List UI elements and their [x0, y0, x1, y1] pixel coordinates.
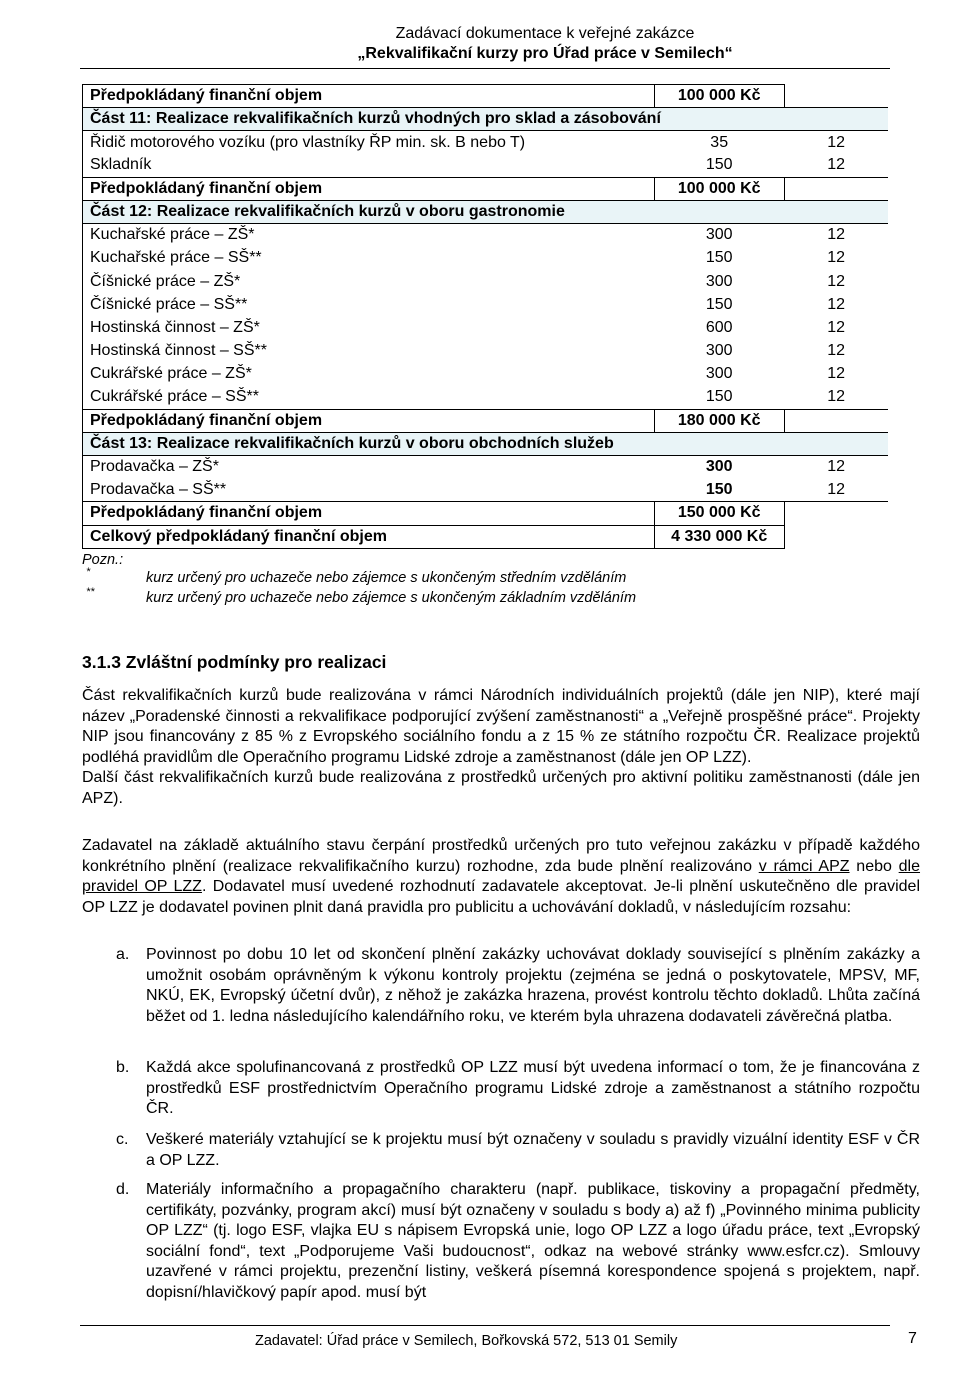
value-cell: 180 000 Kč — [654, 409, 784, 432]
notes — [82, 552, 637, 610]
header-line-2: „Rekvalifikační kurzy pro Úřad práce v Semilech“ — [357, 45, 733, 62]
value-cell: 600 — [705, 318, 733, 336]
page-header — [0, 24, 960, 64]
course-name-cell: Předpokládaný finanční objem — [83, 409, 655, 432]
table-row — [83, 293, 889, 316]
value-cell: 300 — [705, 272, 733, 290]
list-item-text: Veškeré materiály vztahující se k projektu musí být označeny v souladu s pravidly vizuální identity ESF v ČR a OP LZZ. — [146, 1131, 920, 1169]
table-row — [83, 270, 889, 293]
count-cell — [784, 409, 888, 432]
course-name-cell: Číšnické práce – ZŠ* — [83, 270, 655, 293]
course-name-cell: Celkový předpokládaný finanční objem — [83, 525, 655, 548]
course-name-cell: Řidič motorového vozíku (pro vlastníky ŘP min. sk. B nebo T) — [83, 131, 655, 154]
count-cell: 12 — [827, 249, 845, 267]
list-item-letter: b. — [116, 1059, 130, 1076]
note-1-mark: * — [86, 566, 91, 578]
count-cell: 12 — [784, 154, 888, 177]
total-row — [83, 85, 889, 108]
paragraph-2-a: Zadavatel na základě aktuálního stavu čerpání prostředků určených pro tuto veřejnou zakázku v případě každého konkrétního plnění (realizace rekvalifikačního kurzu) rozhodne, zda bude plnění realizováno — [82, 837, 920, 875]
count-cell: 12 — [784, 386, 888, 409]
course-name-cell: Číšnické práce – SŠ** — [83, 293, 655, 316]
page-number: 7 — [908, 1330, 917, 1347]
paragraph-1-text-2: Další část rekvalifikačních kurzů bude realizována z prostředků určených pro aktivní politiku zaměstnanosti (dále jen APZ). — [82, 769, 920, 807]
course-name-cell: Cukrářské práce – ZŠ* — [83, 363, 655, 386]
value-cell: 100 000 Kč — [654, 177, 784, 200]
table-row — [83, 386, 889, 409]
list-item-letter: d. — [116, 1181, 130, 1198]
course-name-cell: Hostinská činnost – ZŠ* — [83, 316, 655, 339]
op-lzz-underlined: dle pravidel OP LZZ — [82, 857, 921, 896]
section-row — [83, 432, 889, 455]
footer-text: Zadavatel: Úřad práce v Semilech, Bořkovská 572, 513 01 Semily — [255, 1333, 678, 1349]
section-row — [83, 200, 889, 223]
paragraph-2-b: nebo — [849, 857, 899, 875]
count-cell: 12 — [827, 365, 845, 383]
count-cell: 12 — [827, 133, 845, 151]
course-name-cell: Prodavačka – SŠ** — [83, 479, 655, 502]
count-cell — [784, 177, 888, 200]
course-name-cell: Cukrářské práce – SŠ** — [83, 386, 655, 409]
section-title: 3.1.3 Zvláštní podmínky pro realizaci — [82, 652, 387, 672]
count-cell: 12 — [827, 342, 845, 360]
total-row — [83, 525, 889, 548]
notes-label: Pozn.: — [82, 552, 124, 568]
section-title-cell: Část 11: Realizace rekvalifikačních kurzů vhodných pro sklad a zásobování — [83, 108, 785, 131]
paragraph-1-text: Část rekvalifikačních kurzů bude realizována v rámci Národních individuálních projektů (dále jen NIP), které mají název „Poradenské činnosti a rekvalifikace podporující zvýšení zaměstnanosti“ a „Veřejně prospěšné práce“. Projekty NIP jsou financovány z 85 % z Evropského sociálního fondu a z 15 % ze státního rozpočtu ČR. Realizace projektů podléhá pravidlům dle Operačního programu Lidské zdroje a zaměstnanost (dále jen OP LZZ). — [82, 687, 920, 766]
list-item-text: Každá akce spolufinancovaná z prostředků OP LZZ musí být uvedena informací o tom, že je financována z prostředků ESF prostřednictvím Operačního programu Lidské zdroje a zaměstnanost a státního rozpočtu ČR. — [146, 1059, 920, 1118]
apz-underlined: v rámci APZ — [758, 857, 850, 875]
table-row — [83, 131, 889, 154]
section-row — [83, 108, 889, 131]
list-item-text: Povinnost po dobu 10 let od skončení plnění zakázky uchovávat doklady související s plněním zakázky a umožnit osobám oprávněným k výkonu kontroly projektu (zejména se jedná o poskytovatele, MPSV, MF, NKÚ, EK, Evropský účetní dvůr), z něhož je zakázka hrazena, provést kontrolu těchto dokladů. Lhůta začíná běžet od 1. ledna následujícího kalendářního roku, ve kterém byla uhrazena dodavateli závěrečná platba. — [146, 946, 920, 1025]
count-cell — [784, 502, 888, 525]
note-2-mark: ** — [86, 586, 95, 598]
count-cell — [784, 85, 888, 108]
value-cell: 100 000 Kč — [654, 85, 784, 108]
value-cell: 4 330 000 Kč — [654, 525, 784, 548]
value-cell: 150 — [654, 386, 784, 409]
footer-divider — [80, 1325, 890, 1326]
table-row — [83, 456, 889, 479]
section-empty-cell — [784, 108, 888, 131]
value-cell: 150 — [654, 154, 784, 177]
table-row — [83, 363, 889, 386]
count-cell: 12 — [784, 479, 888, 502]
course-name-cell: Hostinská činnost – SŠ** — [83, 340, 655, 363]
value-cell: 150 — [654, 479, 784, 502]
paragraph-2 — [82, 836, 920, 918]
course-name-cell: Předpokládaný finanční objem — [83, 177, 655, 200]
course-name-cell: Skladník — [83, 154, 655, 177]
paragraph-1 — [82, 686, 920, 810]
course-name-cell: Prodavačka – ZŠ* — [83, 456, 655, 479]
value-cell: 150 — [705, 295, 733, 313]
course-name-cell: Kuchařské práce – ZŠ* — [83, 224, 655, 247]
count-cell — [784, 525, 888, 548]
note-2-text: kurz určený pro uchazeče nebo zájemce s ukončeným základním vzděláním — [146, 590, 637, 606]
value-cell: 150 000 Kč — [654, 502, 784, 525]
count-cell: 12 — [827, 318, 845, 336]
list-item-letter: c. — [116, 1131, 129, 1148]
list-item-letter: a. — [116, 946, 130, 963]
paragraph-2-c: . Dodavatel musí uvedené rozhodnutí zadavatele akceptovat. Je-li plnění uskutečněno dle pravidel OP LZZ je dodavatel povinen plnit daná pravidla pro publicitu a uchovávání dokladů, v následujícím rozsahu: — [82, 878, 921, 916]
value-cell: 300 — [705, 365, 733, 383]
total-row — [83, 177, 889, 200]
section-title-cell: Část 12: Realizace rekvalifikačních kurzů v oboru gastronomie — [83, 200, 785, 223]
section-empty-cell — [784, 200, 888, 223]
course-name-cell: Předpokládaný finanční objem — [83, 85, 655, 108]
count-cell: 12 — [827, 226, 845, 244]
header-line-1: Zadávací dokumentace k veřejné zakázce — [395, 25, 695, 42]
table-row — [83, 224, 889, 247]
count-cell: 12 — [827, 272, 845, 290]
section-empty-cell — [784, 432, 888, 455]
courses-table — [82, 84, 888, 549]
note-1-text: kurz určený pro uchazeče nebo zájemce s ukončeným středním vzděláním — [146, 570, 627, 586]
table-row — [83, 340, 889, 363]
total-row — [83, 502, 889, 525]
section-title-cell: Část 13: Realizace rekvalifikačních kurzů v oboru obchodních služeb — [83, 432, 785, 455]
count-cell: 12 — [827, 295, 845, 313]
course-name-cell: Předpokládaný finanční objem — [83, 502, 655, 525]
count-cell: 12 — [827, 458, 845, 476]
list-item-text: Materiály informačního a propagačního charakteru (např. publikace, tiskoviny a propagační předměty, certifikáty, pozvánky, program akcí) musí být označeny v souladu s body a) až f) „Povinného minima publicity OP LZZ“ (tj. logo ESF, vlajka EU s nápisem Evropská unie, logo OP LZZ a logo úřadu práce, text „Evropský sociální fond“, text „Podporujeme Vaši budoucnost“, odkaz na webové stránky www.esfcr.cz). Smlouvy uzavřené v rámci projektu, prezenční listiny, veškerá písemná korespondence spojená s projektem, např. dopisní/hlavičkový papír apod. musí být — [146, 1181, 920, 1301]
table-row — [83, 479, 889, 502]
value-cell: 300 — [705, 458, 733, 476]
value-cell: 35 — [710, 133, 729, 151]
table-row — [83, 316, 889, 339]
header-divider — [80, 68, 890, 69]
value-cell: 300 — [705, 226, 733, 244]
total-row — [83, 409, 889, 432]
table-row — [83, 247, 889, 270]
value-cell: 300 — [705, 342, 733, 360]
table-row — [83, 154, 889, 177]
course-name-cell: Kuchařské práce – SŠ** — [83, 247, 655, 270]
value-cell: 150 — [705, 249, 733, 267]
